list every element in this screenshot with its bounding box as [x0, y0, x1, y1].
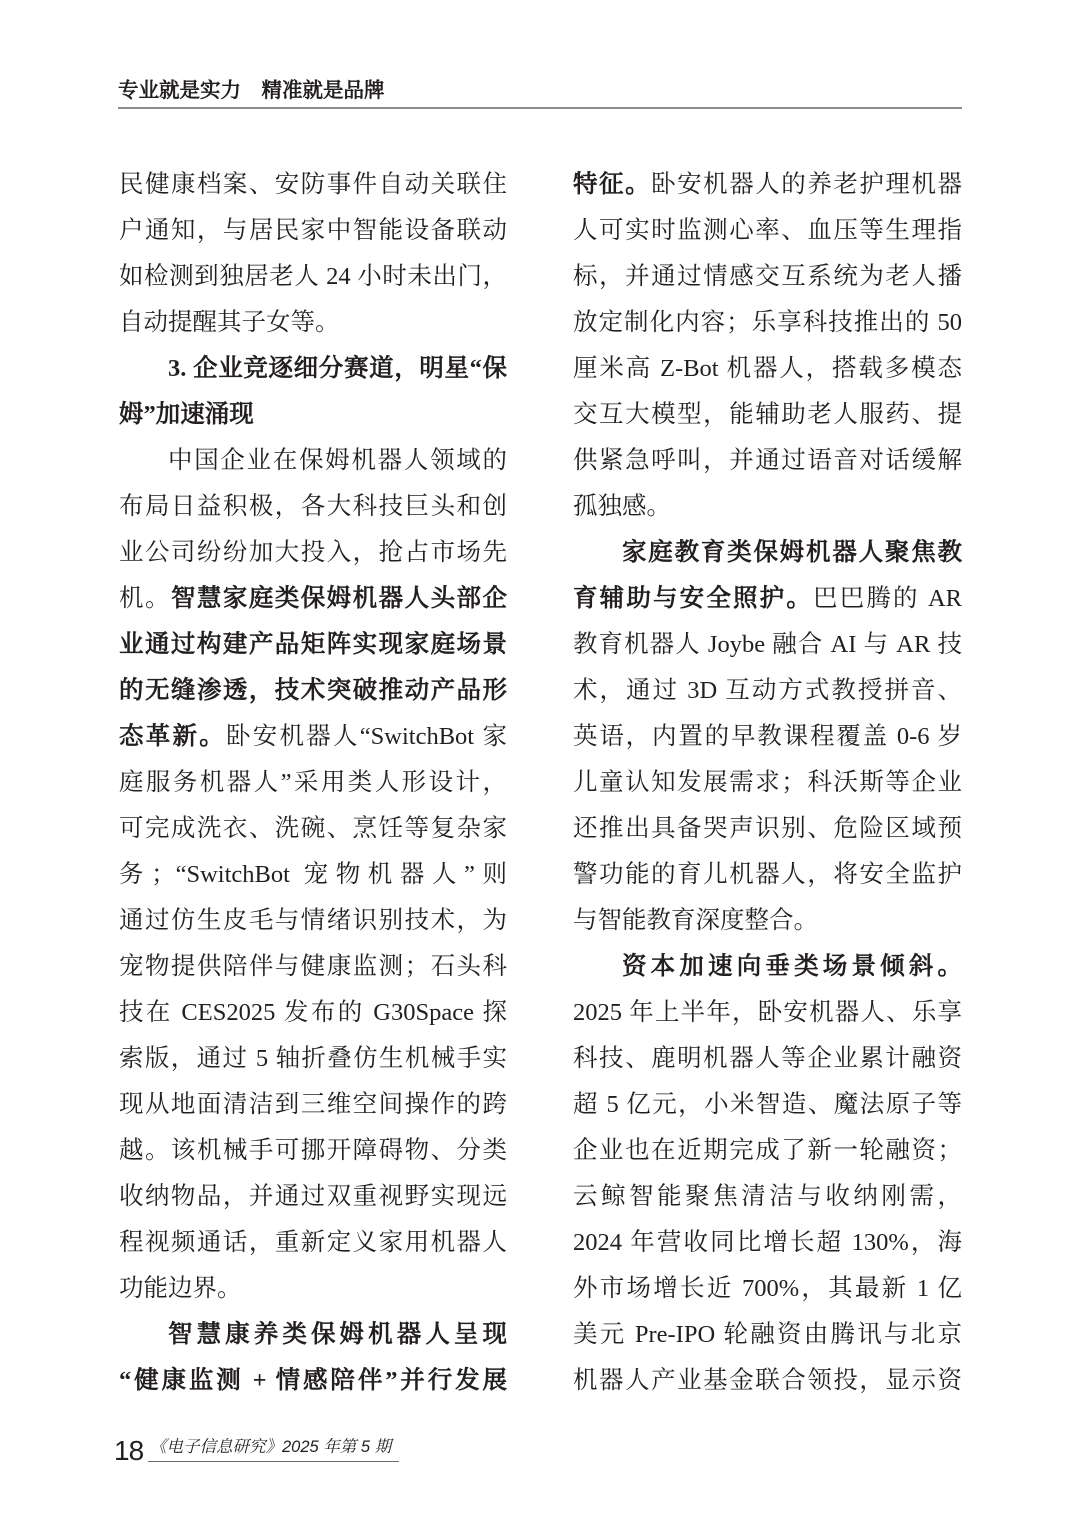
page-number: 18	[114, 1435, 144, 1466]
body-text: 还推出具备哭声识别、危险区域预	[573, 815, 962, 842]
bold-text: “健康监测 + 情感陪伴”并行发展	[119, 1367, 507, 1394]
section-heading	[119, 346, 507, 438]
text-line	[119, 484, 507, 530]
body-text: 现从地面清洁到三维空间操作的跨	[119, 1091, 507, 1118]
body-text: 卧安机器人“SwitchBot 家	[226, 723, 507, 750]
paragraph	[119, 1312, 507, 1404]
body-text: 科技、鹿明机器人等企业累计融资	[573, 1045, 962, 1072]
text-line	[119, 714, 507, 760]
text-line	[119, 760, 507, 806]
paragraph	[573, 944, 962, 1404]
body-text: 交互大模型，能辅助老人服药、提	[573, 401, 962, 428]
text-line	[119, 622, 507, 668]
text-line	[573, 622, 962, 668]
body-text: 程视频通话，重新定义家用机器人	[119, 1229, 507, 1256]
body-text: 2025 年上半年，卧安机器人、乐享	[573, 999, 962, 1026]
header-divider	[118, 107, 962, 109]
text-line	[119, 300, 507, 346]
body-text: 自动提醒其子女等。	[119, 309, 340, 336]
text-line	[573, 1312, 962, 1358]
body-text: 人可实时监测心率、血压等生理指	[573, 217, 962, 244]
text-line	[573, 806, 962, 852]
text-line	[573, 668, 962, 714]
body-text: 卧安机器人的养老护理机器	[651, 171, 962, 198]
text-line	[573, 1174, 962, 1220]
body-text: 越。该机械手可挪开障碍物、分类	[119, 1137, 507, 1164]
body-text: 技在 CES2025 发布的 G30Space 探	[119, 999, 507, 1026]
body-text: 户通知，与居民家中智能设备联动	[119, 217, 507, 244]
body-text: 与智能教育深度整合。	[573, 907, 818, 934]
body-text: 务；“SwitchBot 宠物机器人”则	[119, 861, 507, 888]
body-text: 术，通过 3D 互动方式教授拼音、	[573, 677, 962, 704]
body-text: 机。	[119, 585, 171, 612]
text-line	[119, 898, 507, 944]
body-text: 业公司纷纷加大投入，抢占市场先	[119, 539, 507, 566]
text-line	[573, 208, 962, 254]
body-text: 功能边界。	[119, 1275, 242, 1302]
journal-issue: 《电子信息研究》2025 年第 5 期	[150, 1438, 392, 1456]
body-text: 机器人产业基金联合领投，显示资	[573, 1367, 962, 1394]
text-line	[573, 1036, 962, 1082]
body-text: 教育机器人 Joybe 融合 AI 与 AR 技	[573, 631, 962, 658]
body-text: 美元 Pre-IPO 轮融资由腾讯与北京	[573, 1321, 962, 1348]
paragraph	[119, 162, 507, 346]
body-text: 儿童认知发展需求；科沃斯等企业	[573, 769, 962, 796]
bold-text: 姆”加速涌现	[119, 401, 254, 428]
bold-text: 特征。	[573, 171, 652, 198]
text-line	[573, 760, 962, 806]
body-text: 云鲸智能聚焦清洁与收纳刚需，	[573, 1183, 962, 1210]
body-text: 通过仿生皮毛与情绪识别技术，为	[119, 907, 507, 934]
text-line	[119, 208, 507, 254]
text-line	[119, 1174, 507, 1220]
body-text: 庭服务机器人”采用类人形设计，	[119, 769, 507, 796]
left-column	[119, 162, 507, 1404]
text-line	[119, 1082, 507, 1128]
text-line	[573, 1082, 962, 1128]
bold-text: 3. 企业竞逐细分赛道，明星“保	[168, 355, 507, 382]
body-text: 如检测到独居老人 24 小时未出门，	[119, 263, 507, 290]
text-line	[119, 852, 507, 898]
text-line	[573, 714, 962, 760]
text-line	[573, 1358, 962, 1404]
footer-divider	[148, 1461, 399, 1462]
text-line	[119, 1220, 507, 1266]
bold-text: 育辅助与安全照护。	[573, 585, 813, 612]
text-line	[573, 438, 962, 484]
text-line	[119, 530, 507, 576]
body-text: 索版，通过 5 轴折叠仿生机械手实	[119, 1045, 507, 1072]
bold-text: 智慧家庭类保姆机器人头部企	[170, 585, 507, 612]
text-line	[119, 438, 507, 484]
header-slogan: 专业就是实力 精准就是品牌	[118, 79, 385, 102]
text-line	[573, 990, 962, 1036]
bold-text: 家庭教育类保姆机器人聚焦教	[622, 539, 962, 566]
text-line	[573, 852, 962, 898]
text-line	[119, 254, 507, 300]
text-line	[573, 530, 962, 576]
bold-text: 智慧康养类保姆机器人呈现	[168, 1321, 507, 1348]
body-text: 宠物提供陪伴与健康监测；石头科	[119, 953, 507, 980]
body-text: 收纳物品，并通过双重视野实现远	[119, 1183, 507, 1210]
text-line	[119, 1036, 507, 1082]
bold-text: 资本加速向垂类场景倾斜。	[622, 953, 962, 980]
body-text: 孤独感。	[573, 493, 671, 520]
body-text: 民健康档案、安防事件自动关联住	[119, 171, 507, 198]
text-line	[573, 1220, 962, 1266]
body-text: 巴巴腾的 AR	[813, 585, 962, 612]
body-text: 布局日益积极，各大科技巨头和创	[119, 493, 507, 520]
text-line	[573, 392, 962, 438]
text-line	[119, 668, 507, 714]
body-text: 英语，内置的早教课程覆盖 0-6 岁	[573, 723, 962, 750]
text-line	[119, 990, 507, 1036]
bold-text: 的无缝渗透，技术突破推动产品形	[119, 677, 507, 704]
text-line	[119, 944, 507, 990]
text-line	[573, 944, 962, 990]
body-text: 外市场增长近 700%，其最新 1 亿	[573, 1275, 962, 1302]
body-text: 厘米高 Z-Bot 机器人，搭载多模态	[573, 355, 962, 382]
bold-text: 业通过构建产品矩阵实现家庭场景	[119, 631, 507, 658]
text-line	[119, 1266, 507, 1312]
text-line	[119, 1312, 507, 1358]
text-line	[573, 1128, 962, 1174]
text-line	[119, 346, 507, 392]
text-line	[119, 576, 507, 622]
body-text: 超 5 亿元，小米智造、魔法原子等	[573, 1091, 962, 1118]
paragraph	[573, 530, 962, 944]
right-column	[573, 162, 962, 1404]
text-line	[573, 898, 962, 944]
body-text: 供紧急呼叫，并通过语音对话缓解	[573, 447, 962, 474]
text-line	[573, 162, 962, 208]
body-text: 企业也在近期完成了新一轮融资；	[573, 1137, 962, 1164]
text-line	[119, 806, 507, 852]
body-text: 2024 年营收同比增长超 130%，海	[573, 1229, 962, 1256]
body-text: 标，并通过情感交互系统为老人播	[573, 263, 962, 290]
paragraph	[573, 162, 962, 530]
text-line	[119, 1128, 507, 1174]
text-line	[573, 1266, 962, 1312]
text-line	[573, 346, 962, 392]
text-line	[119, 162, 507, 208]
text-line	[573, 576, 962, 622]
bold-text: 态革新。	[119, 723, 227, 750]
paragraph	[119, 438, 507, 1312]
text-line	[119, 392, 507, 438]
body-text: 放定制化内容；乐享科技推出的 50	[573, 309, 962, 336]
body-text: 可完成洗衣、洗碗、烹饪等复杂家	[119, 815, 507, 842]
text-line	[573, 484, 962, 530]
text-line	[573, 254, 962, 300]
text-line	[119, 1358, 507, 1404]
text-line	[573, 300, 962, 346]
body-text: 警功能的育儿机器人，将安全监护	[573, 861, 962, 888]
body-text: 中国企业在保姆机器人领域的	[168, 447, 507, 474]
